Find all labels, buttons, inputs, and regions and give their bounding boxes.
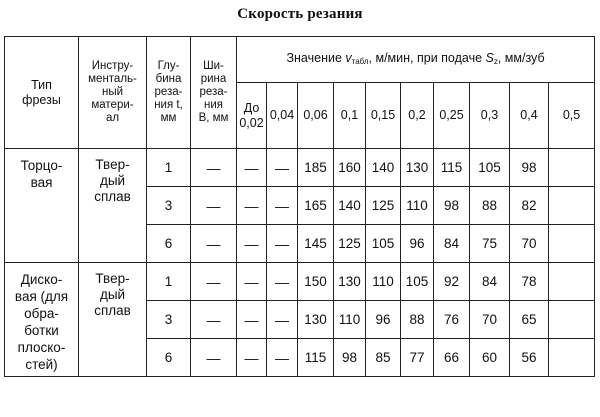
value-cell: 78	[510, 263, 549, 301]
value-cell	[549, 339, 595, 377]
value-cell: 125	[366, 187, 401, 225]
value-cell: 105	[470, 149, 510, 187]
value-cell: 88	[401, 301, 434, 339]
value-cell: 66	[434, 339, 470, 377]
value-cell: 150	[298, 263, 334, 301]
value-cell: 75	[470, 225, 510, 263]
value-cell: 160	[334, 149, 366, 187]
value-cell: 60	[470, 339, 510, 377]
depth-cell: 6	[147, 339, 191, 377]
value-cell: 76	[434, 301, 470, 339]
value-cell: —	[237, 301, 267, 339]
value-cell: 105	[366, 225, 401, 263]
value-cell: 110	[366, 263, 401, 301]
value-cell: 98	[434, 187, 470, 225]
mill-type-cell: Диско- вая (для обра- ботки плоско- стей)	[5, 263, 79, 377]
value-cell: 105	[401, 263, 434, 301]
value-cell	[549, 149, 595, 187]
value-cell: 145	[298, 225, 334, 263]
value-cell: 70	[470, 301, 510, 339]
feed-header-6: 0,25	[434, 83, 470, 149]
value-cell: —	[237, 149, 267, 187]
depth-cell: 3	[147, 187, 191, 225]
feed-header-0: До 0,02	[237, 83, 267, 149]
cutting-speed-table	[4, 36, 595, 377]
value-cell: 140	[366, 149, 401, 187]
feed-header-5: 0,2	[401, 83, 434, 149]
feed-header-1: 0,04	[267, 83, 298, 149]
width-cell: —	[191, 339, 237, 377]
depth-cell: 1	[147, 263, 191, 301]
value-cell: 185	[298, 149, 334, 187]
value-cell	[549, 187, 595, 225]
feed-header-2: 0,06	[298, 83, 334, 149]
tool-material-cell: Твер- дый сплав	[79, 263, 147, 377]
document-title: Скорость резания	[237, 6, 363, 22]
value-cell: —	[237, 225, 267, 263]
value-cell: 70	[510, 225, 549, 263]
value-cell: 98	[334, 339, 366, 377]
header-width: Ши- рина реза- ния B, мм	[191, 37, 237, 149]
value-cell	[549, 225, 595, 263]
feed-header-7: 0,3	[470, 83, 510, 149]
value-cell: 130	[298, 301, 334, 339]
value-cell: 115	[434, 149, 470, 187]
value-cell	[549, 263, 595, 301]
value-cell: 115	[298, 339, 334, 377]
value-cell: 96	[366, 301, 401, 339]
value-cell: —	[267, 225, 298, 263]
value-cell: 82	[510, 187, 549, 225]
value-cell: —	[267, 263, 298, 301]
header-mill-type: Тип фрезы	[5, 37, 79, 149]
width-cell: —	[191, 187, 237, 225]
depth-cell: 1	[147, 149, 191, 187]
header-depth: Глу- бина реза- ния t, мм	[147, 37, 191, 149]
value-cell: 96	[401, 225, 434, 263]
mill-type-cell: Торцо- вая	[5, 149, 79, 263]
value-cell: 130	[334, 263, 366, 301]
value-cell: 92	[434, 263, 470, 301]
feed-header-8: 0,4	[510, 83, 549, 149]
value-cell	[549, 301, 595, 339]
header-speed-values: Значение $v_{табл}$, м/мин, при подаче $S_z$, мм/зуб	[237, 37, 595, 83]
value-cell: —	[267, 149, 298, 187]
value-cell: —	[237, 339, 267, 377]
width-cell: —	[191, 301, 237, 339]
width-cell: —	[191, 149, 237, 187]
value-cell: 130	[401, 149, 434, 187]
depth-cell: 6	[147, 225, 191, 263]
feed-header-3: 0,1	[334, 83, 366, 149]
value-cell: 165	[298, 187, 334, 225]
value-cell: 98	[510, 149, 549, 187]
value-cell: 140	[334, 187, 366, 225]
header-tool-material: Инстру- менталь- ный матери- ал	[79, 37, 147, 149]
value-cell: 110	[334, 301, 366, 339]
value-cell: 85	[366, 339, 401, 377]
value-cell: 88	[470, 187, 510, 225]
value-cell: —	[267, 187, 298, 225]
value-cell: 84	[434, 225, 470, 263]
value-cell: —	[267, 339, 298, 377]
depth-cell: 3	[147, 301, 191, 339]
value-cell: 56	[510, 339, 549, 377]
value-cell: 110	[401, 187, 434, 225]
value-cell: 77	[401, 339, 434, 377]
value-cell: 84	[470, 263, 510, 301]
value-cell: —	[237, 263, 267, 301]
feed-header-4: 0,15	[366, 83, 401, 149]
value-cell: 65	[510, 301, 549, 339]
width-cell: —	[191, 225, 237, 263]
feed-header-9: 0,5	[549, 83, 595, 149]
value-cell: —	[237, 187, 267, 225]
value-cell: 125	[334, 225, 366, 263]
tool-material-cell: Твер- дый сплав	[79, 149, 147, 263]
value-cell: —	[267, 301, 298, 339]
width-cell: —	[191, 263, 237, 301]
